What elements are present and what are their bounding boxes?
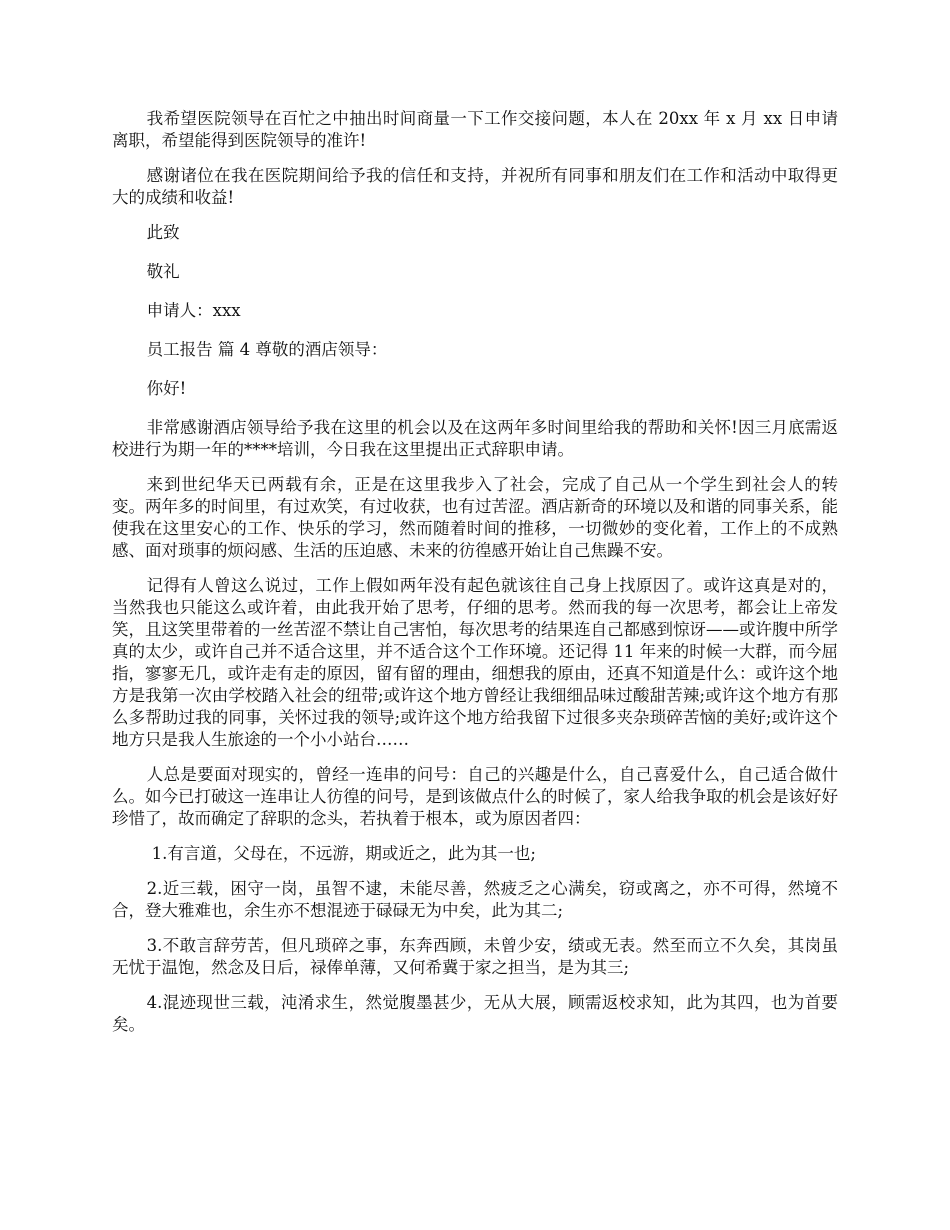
reason-item-2: 2.近三载，困守一岗，虽智不逮，未能尽善，然疲乏之心满矣，窃或离之，亦不可得，然境不合，登大雅难也，余生亦不想混迹于碌碌无为中矣，此为其二; [112,879,838,920]
paragraph-thanks: 感谢诸位在我在医院期间给予我的信任和支持，并祝所有同事和朋友们在工作和活动中取得更大的成绩和收益! [112,166,838,207]
greeting: 你好! [146,379,187,398]
report-heading-salutation: 员工报告 篇 4 尊敬的酒店领导： [146,340,388,359]
paragraph-handover-request: 我希望医院领导在百忙之中抽出时间商量一下工作交接问题，本人在 20xx 年 x 月 xx 日申请离职，希望能得到医院领导的准许! [112,109,838,150]
paragraph-reality: 人总是要面对现实的，曾经一连串的问号：自己的兴趣是什么，自己喜爱什么，自己适合做什么。如今已打破这一连串让人彷徨的问号，是到该做点什么的时候了，家人给我争取的机会是该好好珍惜了，故而确定了辞职的念头，若执着于根本，或为原因者四： [112,765,838,828]
reason-item-3: 3.不敢言辞劳苦，但凡琐碎之事，东奔西顾，未曾少安，绩或无表。然至而立不久矣，其岗虽无忧于温饱，然念及日后，禄俸单薄，又何希冀于家之担当，是为其三; [112,936,838,977]
closing-cizhi: 此致 [146,223,180,242]
applicant-signature: 申请人：xxx [146,301,241,320]
document-page [112,108,838,1049]
paragraph-two-years: 来到世纪华天已两载有余，正是在这里我步入了社会，完成了自己从一个学生到社会人的转变。两年多的时间里，有过欢笑，有过收获，也有过苦涩。酒店新奇的环境以及和谐的同事关系，能使我在这里安心的工作、快乐的学习，然而随着时间的推移，一切微妙的变化着，工作上的不成熟感、面对琐事的烦闷感、生活的压迫感、未来的彷徨感开始让自己焦躁不安。 [112,475,838,560]
reason-item-4: 4.混迹现世三载，沌淆求生，然觉腹墨甚少，无从大展，顾需返校求知，此为其四，也为首要矣。 [112,993,838,1034]
paragraph-reflection: 记得有人曾这么说过，工作上假如两年没有起色就该往自己身上找原因了。或许这真是对的，当然我也只能这么或许着，由此我开始了思考，仔细的思考。然而我的每一次思考，都会让上帝发笑，且这笑里带着的一丝苦涩不禁让自己害怕，每次思考的结果连自己都感到惊讶——或许腹中所学真的太少，或许自己并不适合这里，并不适合这个工作环境。还记得 11 年来的时候一大群，而今屈指，寥寥无几，或许走有走的原因，留有留的理由，细想我的原由，还真不知道是什么：或许这个地方是我第一次由学校踏入社会的纽带;或许这个地方曾经让我细细品味过酸甜苦辣;或许这个地方有那么多帮助过我的同事，关怀过我的领导;或许这个地方给我留下过很多夹杂琐碎苦恼的美好;或许这个地方只是我人生旅途的一个小小站台…… [112,576,838,749]
reason-item-1: 1.有言道，父母在，不远游，期或近之，此为其一也; [151,844,536,863]
closing-jingli: 敬礼 [146,262,180,281]
paragraph-resignation-intro: 非常感谢酒店领导给予我在这里的机会以及在这两年多时间里给我的帮助和关怀!因三月底需返校进行为期一年的****培训，今日我在这里提出正式辞职申请。 [112,418,838,459]
